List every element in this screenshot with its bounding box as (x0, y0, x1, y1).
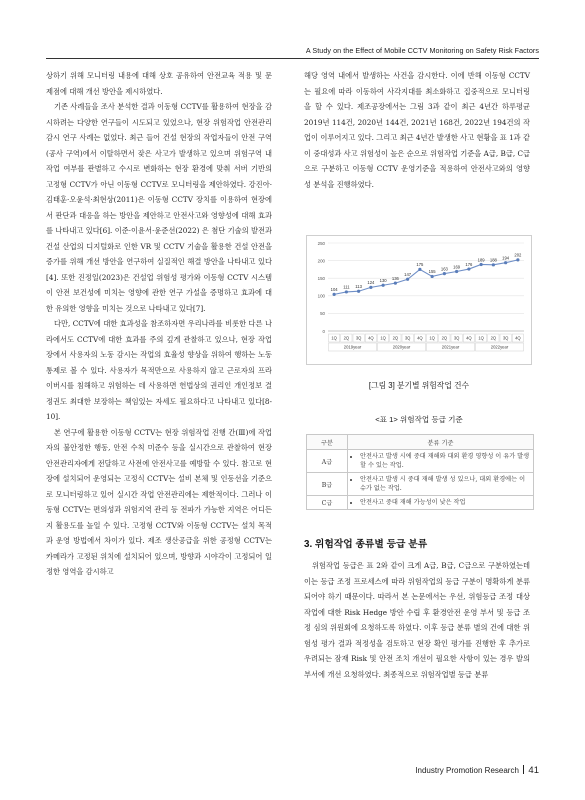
y-tick-label: 0 (322, 328, 325, 334)
y-tick-label: 150 (317, 276, 325, 281)
paragraph: 상하기 위해 모니터링 내용에 대해 상호 공유하여 안전교육 적용 및 문제점에 대해 개선 방안을 제시하였다. (46, 71, 272, 96)
journal-name: Industry Promotion Research (415, 766, 519, 775)
data-point (357, 290, 360, 293)
data-label: 169 (453, 264, 461, 270)
data-point (333, 293, 336, 296)
x-tick-label: 4Q (368, 335, 374, 341)
data-label: 163 (440, 266, 448, 272)
data-point (406, 278, 409, 281)
chart-svg (306, 235, 532, 365)
data-label: 175 (416, 262, 424, 268)
data-label: 176 (465, 261, 473, 267)
data-point (382, 284, 385, 287)
table-header-cell: 분류 기준 (348, 435, 534, 450)
data-label: 104 (330, 287, 338, 293)
table-caption: <표 1> 위험작업 등급 기준 (375, 415, 463, 424)
data-label: 113 (355, 284, 362, 290)
y-tick-label: 100 (317, 293, 325, 299)
x-tick-label: 3Q (453, 335, 460, 341)
left-column (46, 68, 272, 580)
x-tick-label: 1Q (478, 335, 484, 341)
right-column-bottom (304, 558, 530, 682)
x-tick-label: 2Q (392, 335, 399, 341)
data-point (467, 267, 470, 270)
year-label: 2021year (441, 344, 460, 350)
data-point (369, 286, 372, 289)
x-tick-label: 3Q (355, 335, 362, 341)
criteria-item: • 안전사고 발생 시에 중대 재해와 대외 환경 영향성 이 유가 발생할 수 있는 작업. (360, 452, 530, 470)
data-point (345, 290, 348, 293)
year-label: 2022year (490, 344, 509, 350)
data-point (394, 282, 397, 285)
year-label: 2020year (392, 344, 411, 350)
year-label: 2019year (343, 344, 362, 350)
table-row (307, 450, 534, 473)
data-label: 147 (404, 272, 412, 278)
line-chart (306, 235, 532, 365)
page-number: 41 (528, 765, 539, 776)
data-label: 189 (477, 257, 485, 263)
x-tick-label: 1Q (331, 335, 337, 341)
table-header-cell: 구분 (307, 435, 348, 450)
y-tick-label: 250 (317, 240, 325, 246)
y-tick-label: 50 (320, 311, 325, 317)
table-row (307, 496, 534, 510)
paragraph: 본 연구에 활용한 이동형 CCTV는 현장 위험작업 진행 간(Ⅲ)에 작업자의 불안정한 행동, 안전 수칙 미준수 등을 실시간으로 관찰하여 현장 안전관리자에게 전달하고 사전에 안전사고를 예방할 수 있다. 참고로 현장에 설치되어 운영되는 고정식 CCTV는 설비 본체 및 인동선을 기준으로 모니터링하고 있어 실시간 작업 안전관리에는 제한적이다. 그러나 이동형 CCTV는 편의성과 위험지역 관리 등 전파가 가능한 지역은 어디든지 활용도를 높일 수 있다. 고정형 CCTV와 이동형 CCTV는 설치 목적과 운영 방법에서 차이가 있다. 제조 생산공급을 위한 공정형 CCTV는 카메라가 고정된 위치에 설치되어 있으며, 방향과 시야각이 고정되어 일정한 영역을 감시하고 (46, 427, 272, 576)
data-point (431, 275, 434, 278)
x-tick-label: 1Q (429, 335, 435, 341)
data-point (480, 263, 483, 266)
data-label: 194 (502, 255, 510, 261)
figure-caption: [그림 3] 분기별 위험작업 건수 (368, 381, 470, 390)
table-header-row (307, 435, 534, 450)
x-tick-label: 3Q (502, 335, 509, 341)
data-point (455, 270, 458, 273)
data-label: 111 (343, 284, 350, 290)
criteria-item: • 안전사고 중대 재해 가능성이 낮은 작업 (360, 498, 530, 507)
criteria-cell (348, 473, 534, 496)
data-point (492, 263, 495, 266)
footer-separator (523, 765, 525, 774)
y-tick-label: 200 (317, 258, 325, 264)
data-label: 202 (514, 252, 522, 258)
grade-cell: A급 (307, 450, 348, 473)
data-point (504, 261, 507, 264)
x-tick-label: 3Q (404, 335, 411, 341)
x-tick-label: 1Q (380, 335, 386, 341)
criteria-cell (348, 450, 534, 473)
table-row (307, 473, 534, 496)
x-tick-label: 2Q (343, 335, 350, 341)
data-label: 155 (428, 269, 436, 275)
section-heading: 3. 위험작업 종류별 등급 분류 (304, 539, 428, 550)
data-label: 130 (379, 278, 387, 284)
grade-cell: C급 (307, 496, 348, 510)
data-label: 124 (367, 280, 375, 286)
header-rule (46, 58, 539, 59)
running-header: A Study on the Effect of Mobile CCTV Monitoring on Safety Risk Factors (305, 46, 539, 55)
paragraph: 다만, CCTV에 대한 효과성을 참조하자면 우리나라를 비롯한 다른 나라에서도 CCTV에 대한 효과를 주의 깊게 관찰하고 있으나, 현장 작업장에서 사용자의 노동 감시는 작업의 효율성 향상을 위하여 행하는 노동 통제로 볼 수 있다. 사용자가 목적만으로 사용하지 않고 근로자의 프라이버시를 침해하고 위험하는 데 사용하면 헌법상의 권리인 개인정보 결정권도 최대한 보장하는 책임있는 자세도 필요하다고 나타내고 있다[8-10]. (46, 319, 272, 421)
data-label: 136 (391, 275, 399, 281)
page-footer (415, 765, 539, 776)
x-tick-label: 4Q (515, 335, 521, 341)
data-point (443, 272, 446, 275)
criteria-cell (348, 496, 534, 510)
paragraph: 해당 영역 내에서 발생하는 사건을 감시한다. 이에 반해 이동형 CCTV는 필요에 따라 이동하여 사각지대를 최소화하고 집중적으로 모니터링을 할 수 있다. 제조공장에서는 그림 3과 같이 최근 4년간 하루평균 2019년 114건, 2020년 144건, 2021년 168건, 2022년 194건의 작업이 이루어지고 있다. 그리고 최근 4년간 발생한 사고 현황을 표 1과 같이 중대성과 사고 위험성이 높은 순으로 위험작업 기준을 A급, B급, C급으로 구분하고 이동형 CCTV 운영기준을 적용하여 안전사고와의 영향성 분석을 진행하였다. (304, 71, 530, 189)
grade-table (306, 434, 534, 510)
right-column-top (304, 68, 530, 192)
grade-cell: B급 (307, 473, 348, 496)
paragraph: 기존 사례들을 조사 분석한 결과 이동형 CCTV를 활용하여 현장을 감시하려는 다양한 연구들이 시도되고 있었으나, 현장 위험작업 안전관리 감시 연구 사례는 없었다. 최근 들어 건설 현장의 작업자들이 안전 구역(공사 구역)에서 이탈하면서 잦은 사고가 발생하고 있으며 위험구역 내 작업 여부를 판별하고 수시로 변화하는 현장 환경에 맞춰 서버 기반의 고정형 CCTV가 아닌 이동형 CCTV로 모니터링을 제안하였다. 강진아·김태훈·오윤석·최현상(2011)은 이동형 CCTV 장치를 이용하여 현장에서 판단과 대응을 하는 방안을 제안하고 안전사고와 영향성에 대해 효과를 나타내고 있다[6]. 이준·이윤서·윤준선(2022) 은 첨단 기술의 발전과 건설 산업의 디지털화로 인한 VR 및 CCTV 기술을 활용한 건설 안전을 증가를 위해 개선 방안을 연구하여 실질적인 해결 방안을 나타내고 있다[4]. 또한 진정일(2023)은 건설업 위험성 평가와 이동형 CCTV 시스템이 안전 보건성에 미치는 영향에 관한 연구 가설을 증명하고 효과에 대한 유의한 영향을 미치는 것으로 나타내고 있다[7]. (46, 102, 272, 313)
paragraph: 위험작업 등급은 표 2와 같이 크게 A급, B급, C급으로 구분하였는데 이는 등급 조정 프로세스에 따라 위험작업의 등급 구분이 명확하게 분류되어야 하기 때문이다. 따라서 본 논문에서는 우선, 위험등급 조정 대상 작업에 대한 Risk Hedge 방안 수립 후 환경안전 운영 부서 및 등급 조정 심의 위원회에 요청하도록 하였다. 이후 등급 분류 별의 건에 대한 위험성 평가 결과 적정성을 검토하고 현장 확인 평가를 진행한 후 추가로 우려되는 잠재 Risk 및 안전 조치 개선이 필요한 사항이 있는 경우 발의부서에 개선 요청하였다. 최종적으로 위험작업별 등급 분류 (304, 561, 530, 679)
x-tick-label: 2Q (441, 335, 448, 341)
x-tick-label: 2Q (490, 335, 497, 341)
x-tick-label: 4Q (417, 335, 423, 341)
data-point (418, 268, 421, 271)
data-point (516, 258, 519, 261)
criteria-item: • 안전사고 발생 시 중대 재해 발생 성 있으나, 대외 환경에는 이슈가 없는 작업. (360, 475, 530, 493)
data-label: 188 (489, 257, 497, 263)
x-tick-label: 4Q (466, 335, 472, 341)
